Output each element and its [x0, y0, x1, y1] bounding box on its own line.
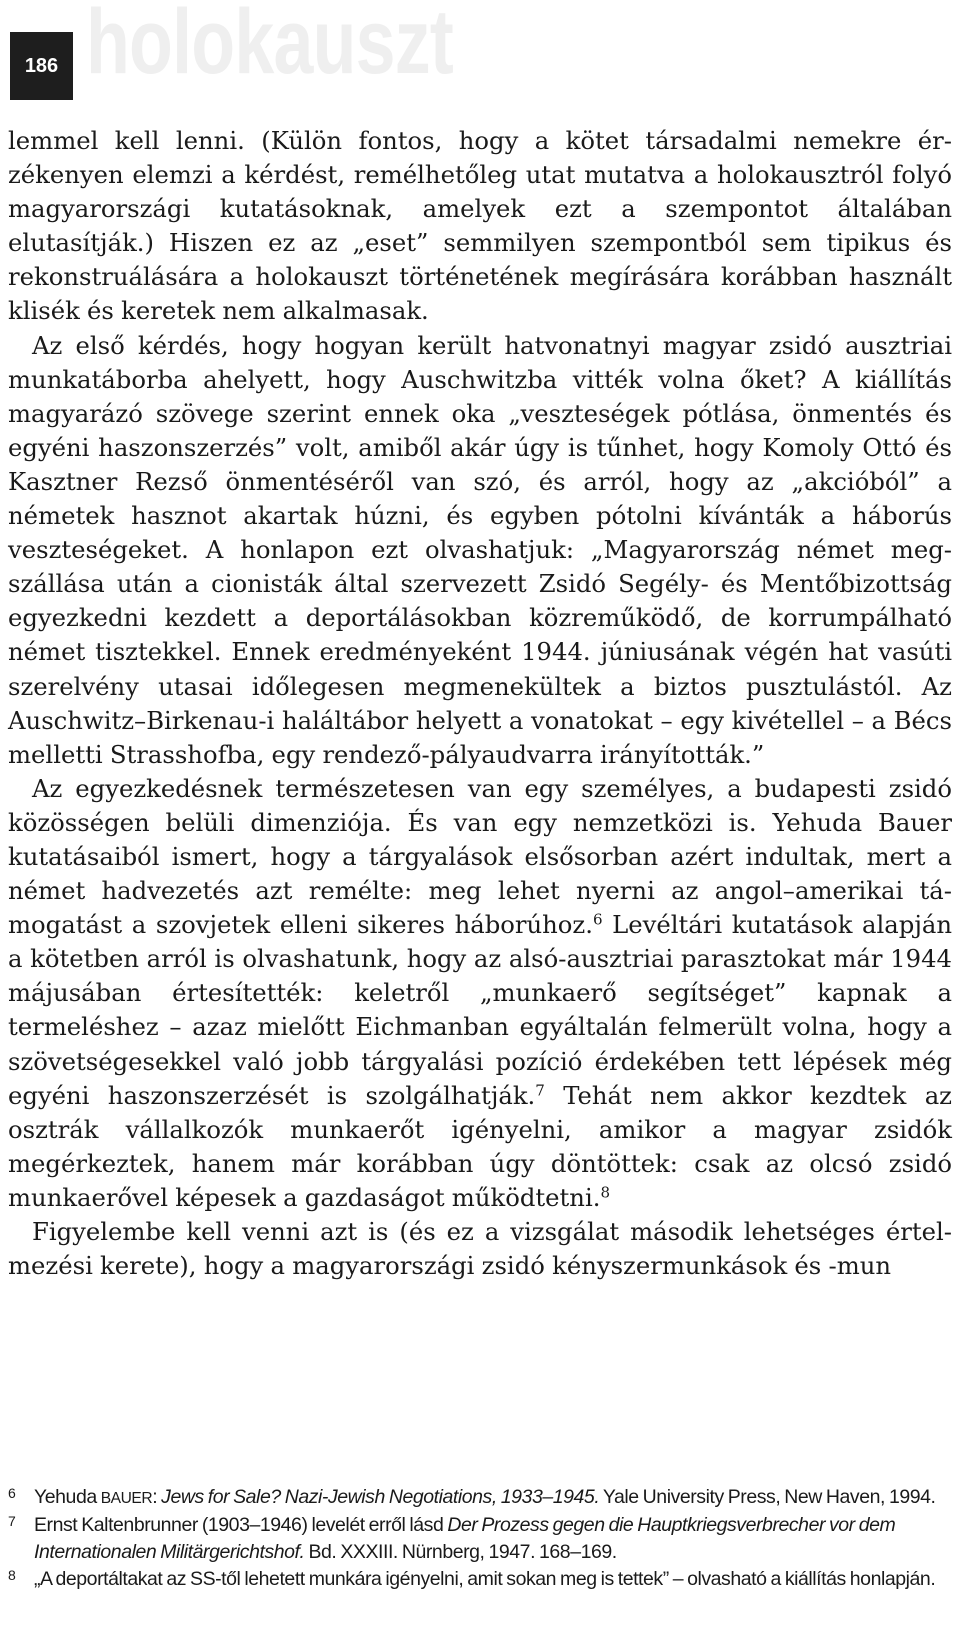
footnote-colon: :	[152, 1486, 162, 1508]
footnote-ref[interactable]: 8	[600, 1183, 611, 1202]
paragraph-text: Tehát nem akkor kezdtek az osztrák vállalkozók munkaerőt igényelni, amikor a magyar zsidók megérkeztek, hanem már korábban úgy döntöttek: csak az olcsó zsidó munkaerővel képesek a gazdaságot működtetni.	[8, 1080, 952, 1212]
footnote	[8, 1512, 952, 1566]
paragraph	[8, 329, 952, 772]
running-head: holokauszt	[86, 0, 453, 93]
paragraph-text: Figyelembe kell venni azt is (és ez a vizsgálat második lehetséges értelmezési kerete), hogy a magyarországi zsidó kényszermunkások és -mun	[8, 1217, 952, 1281]
footnotes	[8, 1484, 952, 1593]
paragraph-text: Az első kérdés, hogy hogyan került hatvonatnyi magyar zsidó ausztriai munkatáborba ahelyett, hogy Auschwitzba vitték volna őket? A kiállítás magyarázó szövege szerint ennek oka „veszteségek pótlása, önmentés és egyéni haszonszerzés” volt, amiből akár úgy is tűnhet, hogy Komoly Ottó és Kasztner Rezső önmentéséről van szó, és arról, hogy az „akcióból” a németek hasznot akartak húzni, és egyben pótolni kívánták a háborús veszteségeket. A honlapon ezt olvashatjuk: „Magyarország német megszállása után a cionisták által szervezett Zsidó Segély- és Mentőbizottság egyezkedni kezdett a deportálásokban közreműködő, de korrumpálható német tisztekkel. Ennek eredményeként 1944. júniusának végén hat vasúti szerelvény utasai időlegesen megmenekültek a biztos pusztulástól. Az Auschwitz–Birkenau-i haláltábor helyett a vonatokat – egy kivétellel – a Bécs melletti Strasshofba, egy rendező-pályaudvarra irányították.”	[8, 330, 952, 769]
paragraph	[8, 772, 952, 1215]
footnote-lead: Ernst Kaltenbrunner (1903–1946) levelét erről lásd	[34, 1514, 448, 1536]
paragraph-text: Az egyezkedésnek természetesen van egy személyes, a budapesti zsidó közösségen belüli dimenziója. És van egy nemzetközi is. Yehuda Bauer kutatásaiból ismert, hogy a tárgyalások elsősorban azért indultak, mert a német hadvezetés azt remélte: meg lehet nyerni az angol–amerikai támogatást a szovjetek elleni sikeres háborúhoz.	[8, 773, 952, 940]
footnote-title: Der Prozess gegen die Hauptkriegsverbrecher vor dem Internationalen Militärgerichtshof.	[34, 1514, 896, 1563]
footnote-text: „A deportáltakat az SS-től lehetett munkára igényelni, amit sokan meg is tettek” – olvasható a kiállítás honlapján.	[34, 1568, 936, 1590]
footnote-ref[interactable]: 7	[535, 1081, 545, 1100]
paragraph	[8, 124, 952, 329]
footnote-number: 7	[8, 1513, 16, 1529]
footnote-author-first: Yehuda	[34, 1486, 101, 1508]
footnote-title: Jews for Sale? Nazi-Jewish Negotiations, 1933–1945.	[161, 1486, 600, 1508]
footnote-author-last: BAUER	[100, 1490, 153, 1507]
page-number: 186	[10, 32, 73, 100]
paragraph	[8, 1215, 952, 1283]
footnote-rest: Bd. XXXIII. Nürnberg, 1947. 168–169.	[304, 1541, 617, 1563]
footnote	[8, 1484, 952, 1512]
footnote	[8, 1566, 952, 1593]
footnote-rest: Yale University Press, New Haven, 1994.	[599, 1486, 936, 1508]
footnote-number: 6	[8, 1485, 16, 1501]
body-text	[8, 124, 952, 1283]
footnote-ref[interactable]: 6	[592, 910, 603, 929]
paragraph-text: lemmel kell lenni. (Külön fontos, hogy a kötet társadalmi nemekre érzékenyen elemzi a kérdést, remélhetőleg utat mutatva a holokausztról folyó magyarországi kutatásoknak, amelyek ezt a szempontot általában elutasítják.) Hiszen ez az „eset” semmilyen szempontból sem tipikus és rekonstruálására a holokauszt történetének megírására korábban használt klisék és keretek nem alkalmasak.	[8, 126, 952, 326]
page-header	[0, 0, 960, 120]
paragraph-text: Levéltári kutatások alapján a kötetben arról is olvashatunk, hogy az alsó-ausztriai parasztokat már 1944 májusában értesítették: keletről „munkaerő segítséget” kapnak a termeléshez – azaz mielőtt Eichmanban egyáltalán felmerült volna, hogy a szövetségesekkel való jobb tárgyalási pozíció érdekében tett lépések még egyéni haszonszerzését is szolgálhatják.	[8, 910, 952, 1110]
footnote-number: 8	[8, 1567, 16, 1583]
